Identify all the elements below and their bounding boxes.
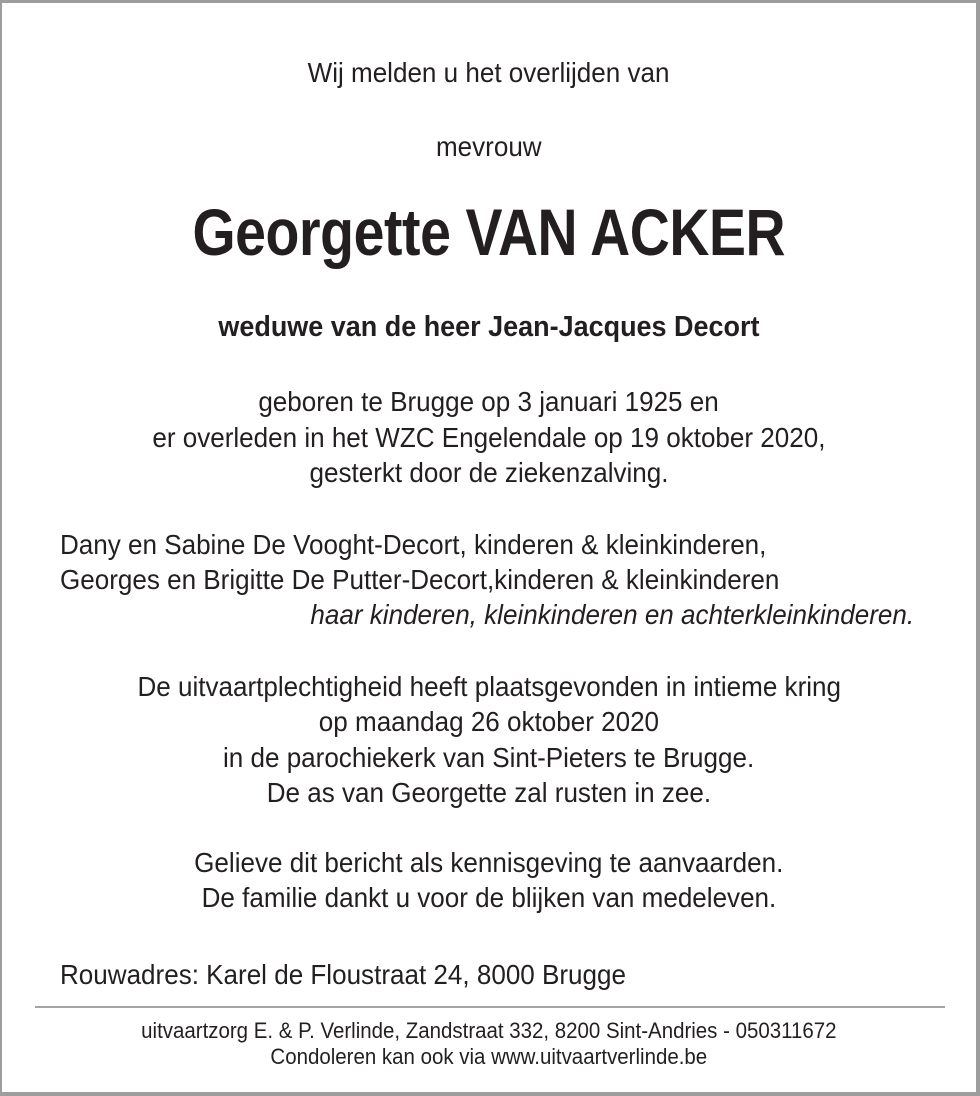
funeral-line-1 — [2, 673, 976, 701]
funeral-line-4 — [2, 779, 976, 807]
death-text: er overleden in het WZC Engelendale op 19 oktober 2020, — [152, 422, 826, 453]
family-line-italic — [265, 601, 914, 629]
sacrament-text: gesterkt door de ziekenzalving. — [309, 457, 669, 488]
condolences-line — [2, 1046, 976, 1068]
spouse-text: weduwe van de heer Jean-Jacques Decort — [218, 311, 760, 343]
sacrament-line — [2, 459, 976, 487]
family-text-2: Georges en Brigitte De Putter-Decort,kinderen & kleinkinderen — [60, 564, 780, 595]
death-line — [2, 424, 976, 452]
deceased-name — [2, 195, 976, 269]
spouse-line — [2, 313, 976, 342]
closing-line-1 — [2, 849, 976, 877]
funeral-text-4: De as van Georgette zal rusten in zee. — [266, 777, 712, 808]
salutation-text: mevrouw — [436, 131, 542, 162]
closing-text-1: Gelieve dit bericht als kennisgeving te aanvaarden. — [194, 847, 784, 878]
mourning-address — [60, 961, 669, 989]
funeral-text-2: op maandag 26 oktober 2020 — [318, 706, 660, 737]
mourning-address-text: Rouwadres: Karel de Floustraat 24, 8000 Brugge — [60, 959, 626, 990]
undertaker-text: uitvaartzorg E. & P. Verlinde, Zandstraat 332, 8200 Sint-Andries - 050311672 — [141, 1018, 837, 1043]
deceased-name-text: Georgette VAN ACKER — [192, 195, 786, 269]
funeral-text-1: De uitvaartplechtigheid heeft plaatsgevonden in intieme kring — [137, 671, 841, 702]
intro-line — [2, 59, 976, 87]
family-text-1: Dany en Sabine De Vooght-Decort, kinderen & kleinkinderen, — [60, 529, 767, 560]
birth-text: geboren te Brugge op 3 januari 1925 en — [258, 386, 720, 417]
family-italic-text: haar kinderen, kleinkinderen en achterkleinkinderen. — [310, 599, 914, 630]
closing-line-2 — [2, 884, 976, 912]
footer-divider — [35, 1006, 945, 1008]
closing-text-2: De familie dankt u voor de blijken van medeleven. — [201, 882, 777, 913]
family-line-2 — [60, 566, 834, 594]
condolences-text[interactable]: Condoleren kan ook via www.uitvaartverlinde.be — [270, 1044, 708, 1069]
salutation-line — [2, 133, 976, 161]
funeral-line-3 — [2, 744, 976, 772]
undertaker-line — [2, 1020, 976, 1042]
birth-line — [2, 388, 976, 416]
funeral-text-3: in de parochiekerk van Sint-Pieters te Brugge. — [223, 742, 755, 773]
intro-text: Wij melden u het overlijden van — [308, 57, 670, 88]
funeral-line-2 — [2, 708, 976, 736]
family-line-1 — [60, 531, 820, 559]
